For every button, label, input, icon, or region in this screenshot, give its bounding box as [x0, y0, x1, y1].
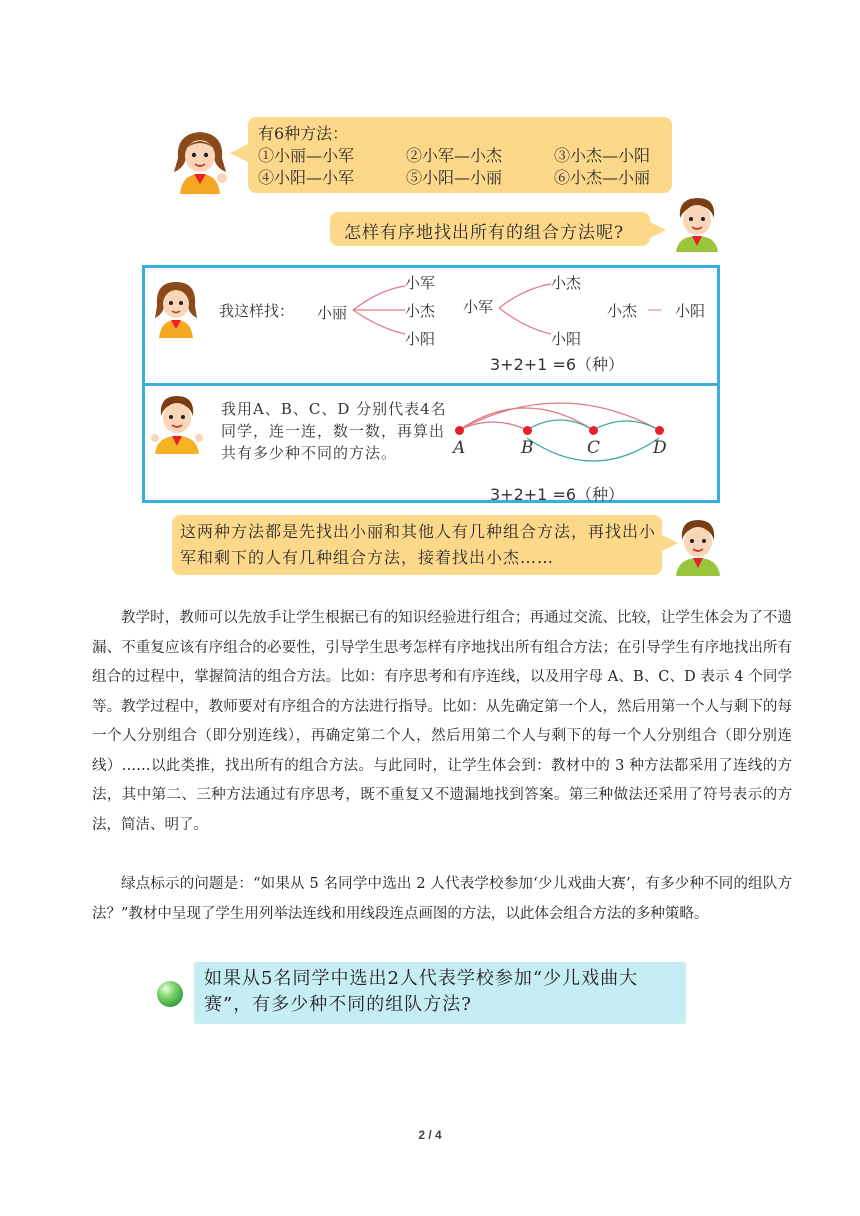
question-box — [194, 962, 686, 1024]
tree-node-third: 小杰 — [607, 302, 638, 320]
method-option: ③小杰—小阳 — [554, 146, 651, 165]
tree-node-root: 小丽 — [317, 304, 348, 322]
connection-arcs — [445, 394, 675, 484]
body-paragraph: 教学时，教师可以先放手让学生根据已有的知识经验进行组合；再通过交流、比较，让学生体会为了不遗漏、不重复应该有序组合的必要性，引导学生思考怎样有序地找出所有组合方法；在引导学生有序地找出所有组合的过程中，掌握简洁的组合方法。比如：有序思考和有序连线，以及用字母 A、B、C、D 表示 4 个同学等。教学过程中，教师要对有序组合的方法进行指导。比如：从先确定第一个人，然后用第一个人与剩下的每一个人分别组合（即分别连线），再确定第二个人，然后用第二个人与剩下的每一个人分别组合（即分别连线）……以此类推，找出所有的组合方法。与此同时，让学生体会到：教材中的 3 种方法都采用了连线的方法，其中第二、三种方法通过有序思考，既不重复又不遗漏地找到答案。第三种做法还采用了符号表示的方法，简洁、明了。 — [92, 610, 792, 833]
boy-illustration — [668, 194, 724, 252]
point-label: A — [453, 438, 466, 458]
body-paragraph: 绿点标示的问题是：“如果从 5 名同学中选出 2 人代表学校参加‘少儿戏曲大赛’，有多少种不同的组队方法？”教材中呈现了学生用列举法连线和用线段连点画图的方法，以此体会组合方法的多种策略。 — [92, 876, 792, 922]
point-marker — [455, 426, 464, 435]
method-option: ⑤小阳—小丽 — [406, 168, 503, 187]
letter-method-panel — [142, 383, 720, 503]
method-intro: 我这样找： — [219, 302, 295, 320]
point-marker — [523, 426, 532, 435]
tree-node: 小杰 — [405, 302, 436, 320]
bubble-text: 怎样有序地找出所有的组合方法呢? — [344, 223, 625, 243]
bubble-title: 有6种方法： — [258, 124, 349, 143]
girl-illustration — [151, 278, 201, 338]
tree-node: 小阳 — [551, 330, 582, 348]
speech-bubble-question — [330, 212, 650, 246]
tree-node: 小杰 — [551, 274, 582, 292]
bubble-text: 这两种方法都是先找出小丽和其他人有几种组合方法，再找出小军和剩下的人有几种组合方法，接着找出小杰…… — [180, 522, 657, 567]
speech-bubble-summary — [172, 515, 662, 575]
method-option: ①小丽—小军 — [258, 146, 355, 165]
tree-node: 小军 — [405, 274, 436, 292]
tree-branches-second — [497, 278, 553, 338]
formula: 3+2+1 =6（种） — [490, 355, 625, 374]
method-option: ④小阳—小军 — [258, 168, 355, 187]
point-marker — [589, 426, 598, 435]
point-label: B — [521, 438, 534, 458]
tree-node: 小阳 — [675, 302, 706, 320]
tree-method-panel — [142, 265, 720, 386]
method-option: ②小军—小杰 — [406, 146, 503, 165]
green-dot-icon — [157, 981, 183, 1007]
girl-illustration — [170, 128, 232, 194]
question-text: 如果从5名同学中选出2人代表学校参加“少儿戏曲大赛”，有多少种不同的组队方法? — [204, 968, 639, 1015]
method-option: ⑥小杰—小丽 — [554, 168, 651, 187]
tree-branches-root — [351, 278, 407, 338]
speech-bubble-six-methods — [248, 117, 672, 193]
point-marker — [655, 426, 664, 435]
page-number: 2 / 4 — [418, 1128, 442, 1142]
boy-illustration — [149, 392, 205, 454]
tree-node: 小阳 — [405, 330, 436, 348]
point-label: C — [587, 438, 601, 458]
tree-node-second: 小军 — [463, 298, 494, 316]
point-label: D — [653, 438, 667, 458]
bubble-tail — [650, 222, 666, 238]
bubble-tail — [230, 143, 250, 163]
boy-illustration — [672, 516, 724, 576]
method-description: 我用A、B、C、D 分别代表4名同学，连一连，数一数，再算出共有多少种不同的方法。 — [221, 400, 447, 462]
tree-connector: — — [647, 300, 662, 318]
formula: 3+2+1 =6（种） — [490, 485, 625, 504]
